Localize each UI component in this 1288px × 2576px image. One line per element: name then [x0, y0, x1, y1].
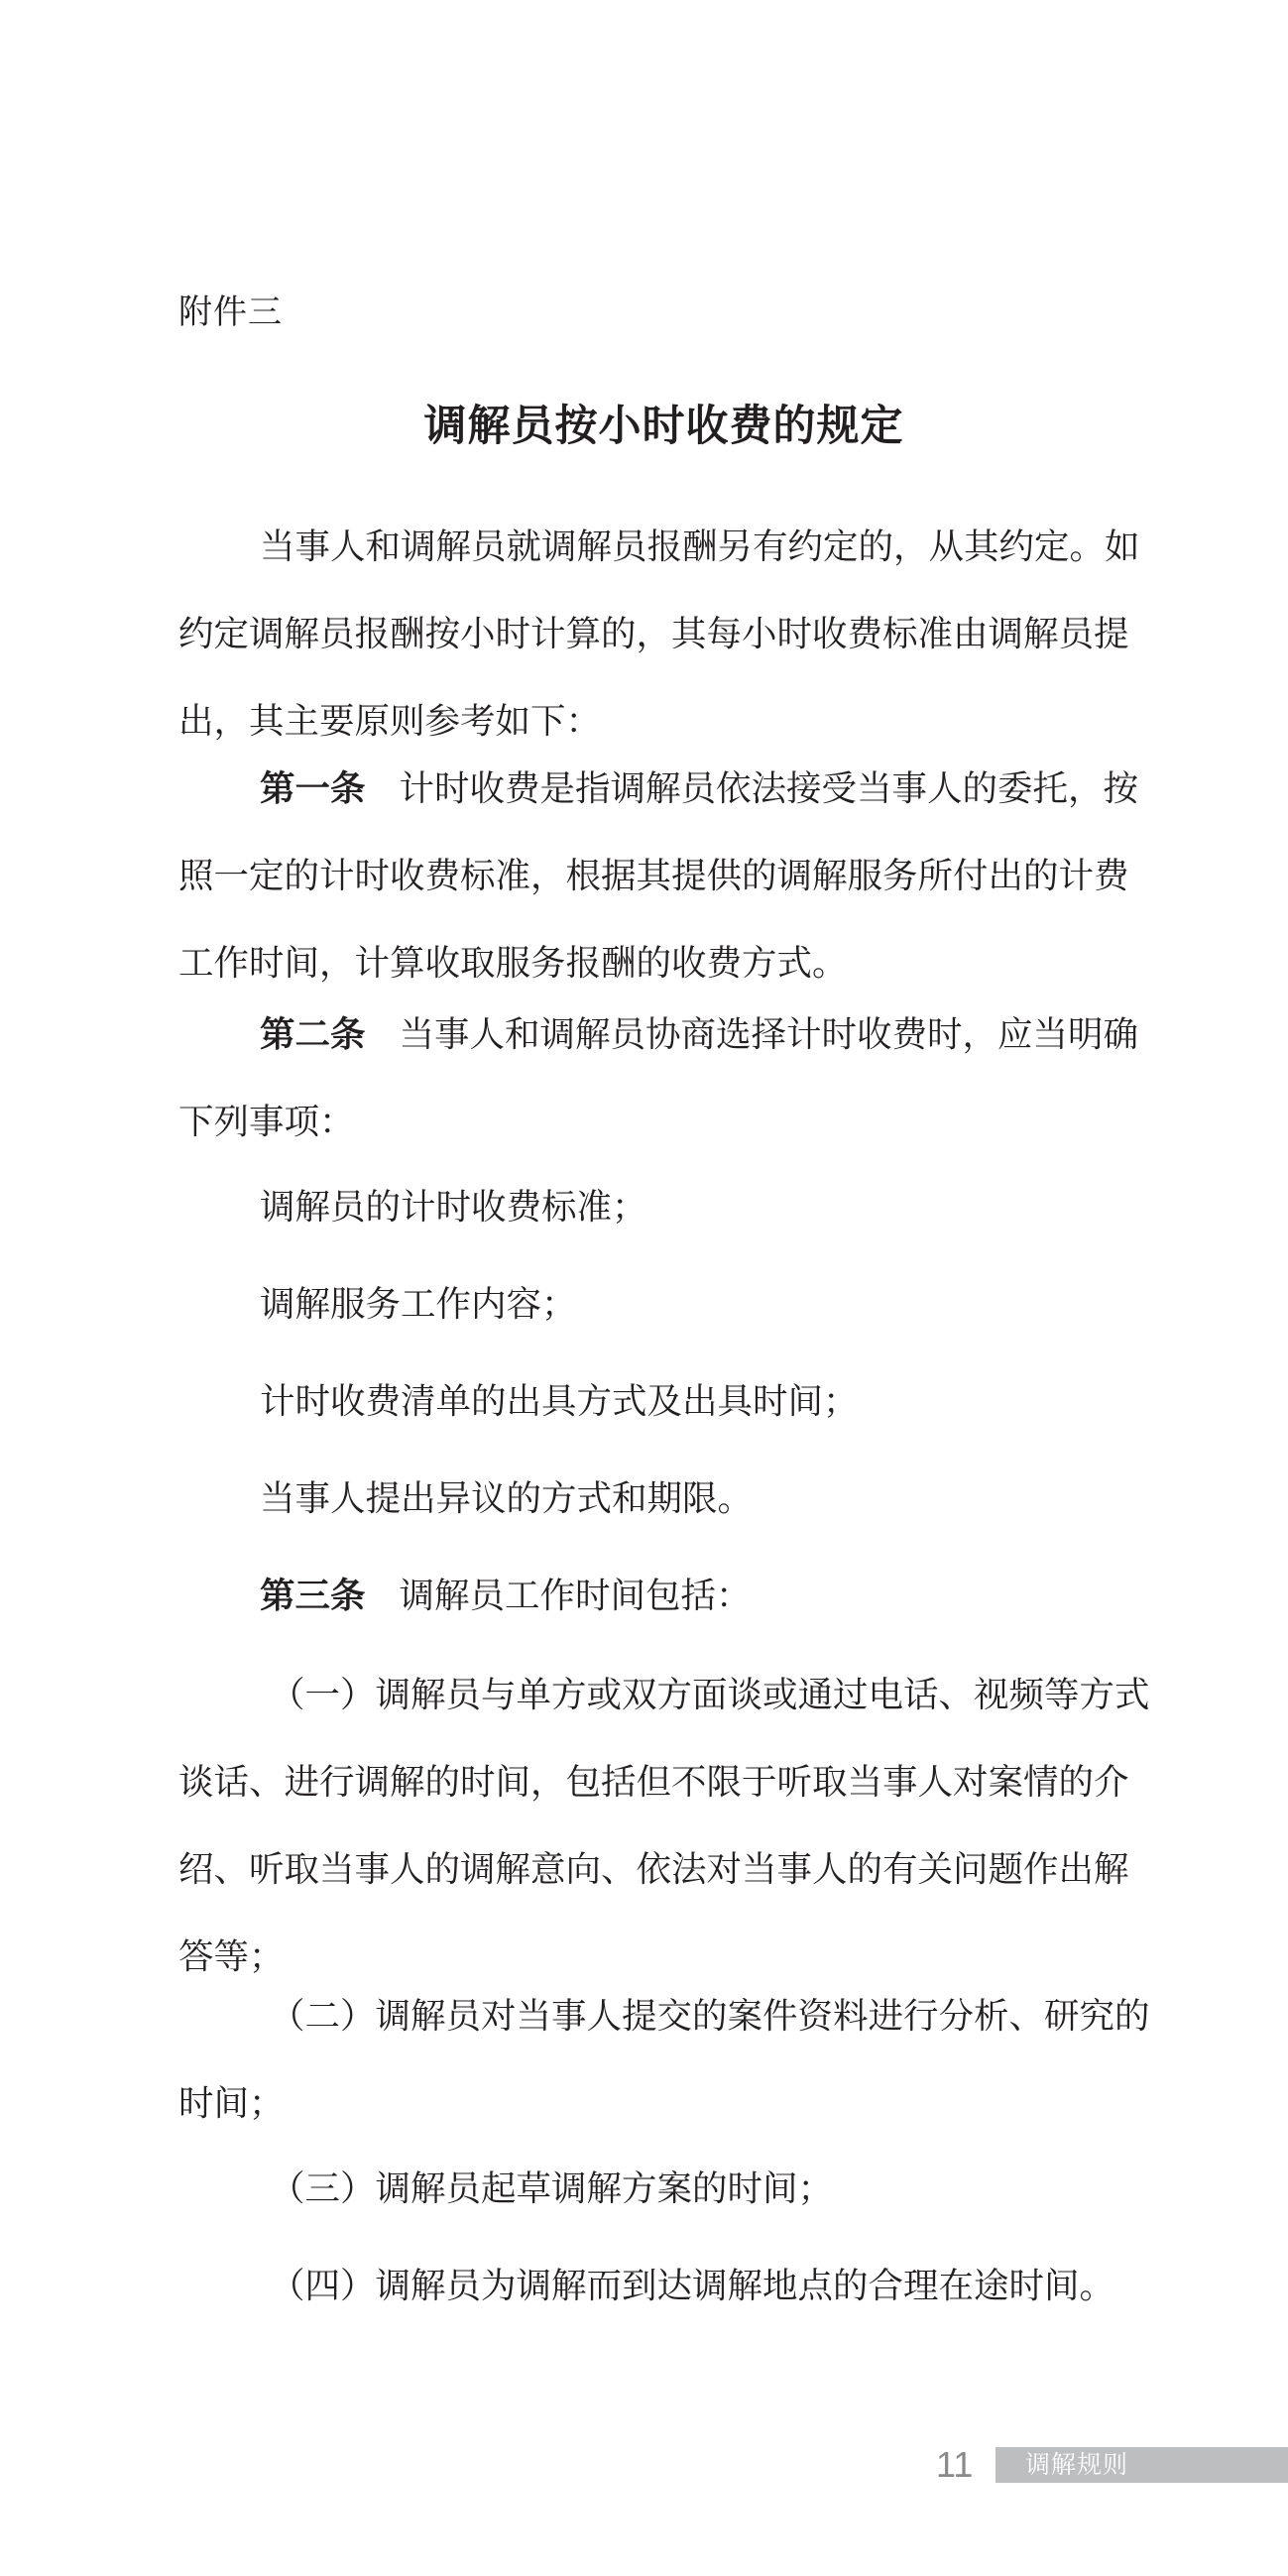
article-2-item: 当事人提出异议的方式和期限。: [260, 1478, 754, 1519]
article-1: [178, 746, 1150, 1007]
footer-section-label: 调解规则: [1025, 2450, 1129, 2479]
article-3-item: （二）调解员对当事人提交的案件资料进行分析、研究的时间；: [178, 1996, 1150, 2124]
article-2-item: 计时收费清单的出具方式及出具时间；: [260, 1381, 859, 1422]
article-1-label: 第一条: [260, 768, 366, 809]
article-2-item: 调解服务工作内容；: [260, 1284, 577, 1325]
intro-paragraph: 当事人和调解员就调解员报酬另有约定的，从其约定。如约定调解员报酬按小时计算的，其每小时收费标准由调解员提出，其主要原则参考如下：: [178, 527, 1140, 742]
article-2-label: 第二条: [260, 1014, 366, 1055]
article-3: [178, 1553, 1150, 1640]
footer-section-band: [995, 2447, 1288, 2483]
article-3-item: （一）调解员与单方或双方面谈或通过电话、视频等方式谈话、进行调解的时间，包括但不限于听取当事人对案情的介绍、听取当事人的调解意向、依法对当事人的有关问题作出解答等；: [178, 1675, 1150, 1977]
article-2-text: 当事人和调解员协商选择计时收费时，应当明确下列事项：: [178, 1014, 1139, 1142]
article-3-item: （四）调解员为调解而到达调解地点的合理在途时间。: [270, 2266, 1115, 2306]
article-3-label: 第三条: [260, 1576, 366, 1616]
article-2: [178, 992, 1150, 1166]
page-number: 11: [936, 2444, 974, 2485]
article-3-item: （三）调解员起草调解方案的时间；: [270, 2168, 834, 2209]
annex-label: 附件三: [178, 293, 283, 332]
article-1-text: 计时收费是指调解员依法接受当事人的委托，按照一定的计时收费标准，根据其提供的调解服务所付出的计费工作时间，计算收取服务报酬的收费方式。: [178, 768, 1139, 984]
document-title: 调解员按小时收费的规定: [423, 402, 904, 451]
article-2-item: 调解员的计时收费标准；: [260, 1187, 647, 1228]
article-3-text: 调解员工作时间包括：: [399, 1576, 752, 1616]
